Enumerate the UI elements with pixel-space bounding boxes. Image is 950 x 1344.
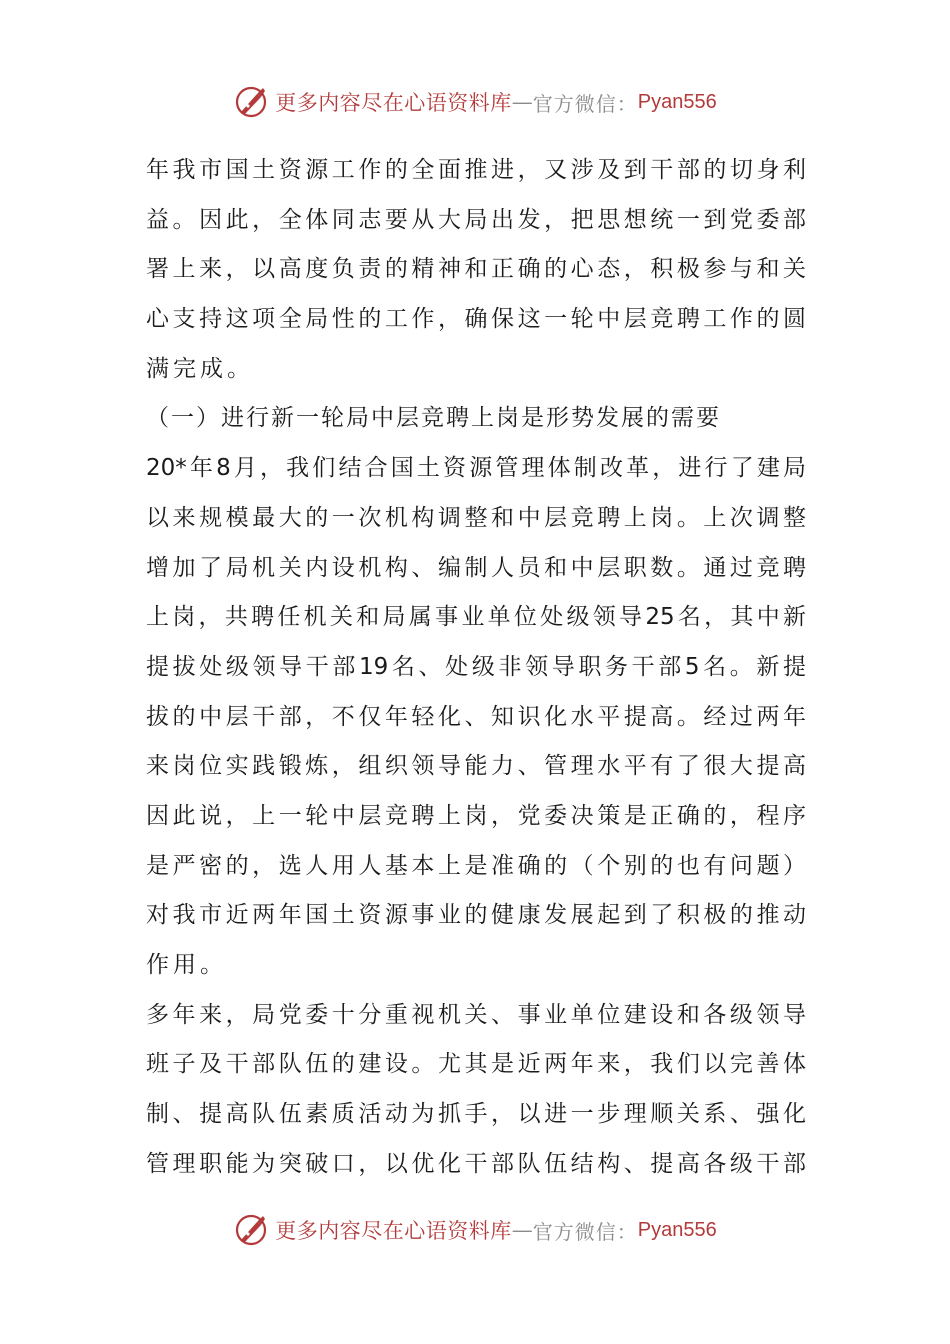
body-line: 来岗位实践锻炼，组织领导能力、管理水平有了很大提高 — [146, 753, 806, 780]
body-line: 因此说，上一轮中层竞聘上岗，党委决策是正确的，程序 — [146, 802, 806, 829]
banner-site-text: 更多内容尽在心语资料库 — [275, 91, 512, 115]
pen-nib-logo-icon — [233, 84, 269, 120]
body-line: 益。因此，全体同志要从大局出发，把思想统一到党委部 — [146, 206, 806, 233]
body-line: 拔的中层干部，不仅年轻化、知识化水平提高。经过两年 — [146, 703, 806, 730]
banner-wechat-id: Pyan556 — [637, 90, 717, 113]
body-line: 增加了局机关内设机构、编制人员和中层职数。通过竞聘 — [146, 554, 806, 581]
body-line: 制、提高队伍素质活动为抓手，以进一步理顺关系、强化 — [146, 1101, 806, 1128]
banner-separator: — — [511, 1218, 533, 1242]
body-line: 上岗，共聘任机关和局属事业单位处级领导25名，其中新 — [146, 604, 806, 631]
pen-nib-logo-icon — [233, 1212, 269, 1248]
body-line: 作用。 — [146, 952, 227, 978]
body-line: 署上来，以高度负责的精神和正确的心态，积极参与和关 — [146, 256, 806, 283]
body-line: 多年来，局党委十分重视机关、事业单位建设和各级领导 — [146, 1001, 806, 1028]
body-line: 是严密的，选人用人基本上是准确的（个别的也有问题） — [146, 852, 806, 879]
body-line: 以来规模最大的一次机构调整和中层竞聘上岗。上次调整 — [146, 504, 806, 531]
body-line: 心支持这项全局性的工作，确保这一轮中层竞聘工作的圆 — [146, 306, 806, 333]
banner-wechat-id: Pyan556 — [637, 1218, 717, 1241]
footer-banner — [0, 1208, 950, 1252]
body-line: 20*年8月，我们结合国土资源管理体制改革，进行了建局 — [146, 455, 806, 482]
banner-wechat-label: 官方微信： — [532, 1219, 638, 1244]
banner-separator: — — [511, 90, 533, 114]
header-banner — [0, 80, 950, 124]
body-line: 年我市国土资源工作的全面推进，又涉及到干部的切身利 — [146, 157, 806, 183]
banner-wechat-label: 官方微信： — [532, 91, 638, 116]
banner-site-text: 更多内容尽在心语资料库 — [275, 1219, 512, 1243]
section-heading: （一）进行新一轮局中层竞聘上岗是形势发展的需要 — [146, 405, 721, 432]
body-line: 班子及干部队伍的建设。尤其是近两年来，我们以完善体 — [146, 1051, 806, 1078]
body-line: 对我市近两年国土资源事业的健康发展起到了积极的推动 — [146, 902, 806, 929]
body-line: 管理职能为突破口，以优化干部队伍结构、提高各级干部 — [146, 1150, 806, 1177]
body-line: 满完成。 — [146, 355, 254, 382]
document-body — [146, 146, 806, 1189]
body-line: 提拔处级领导干部19名、处级非领导职务干部5名。新提 — [146, 653, 806, 680]
